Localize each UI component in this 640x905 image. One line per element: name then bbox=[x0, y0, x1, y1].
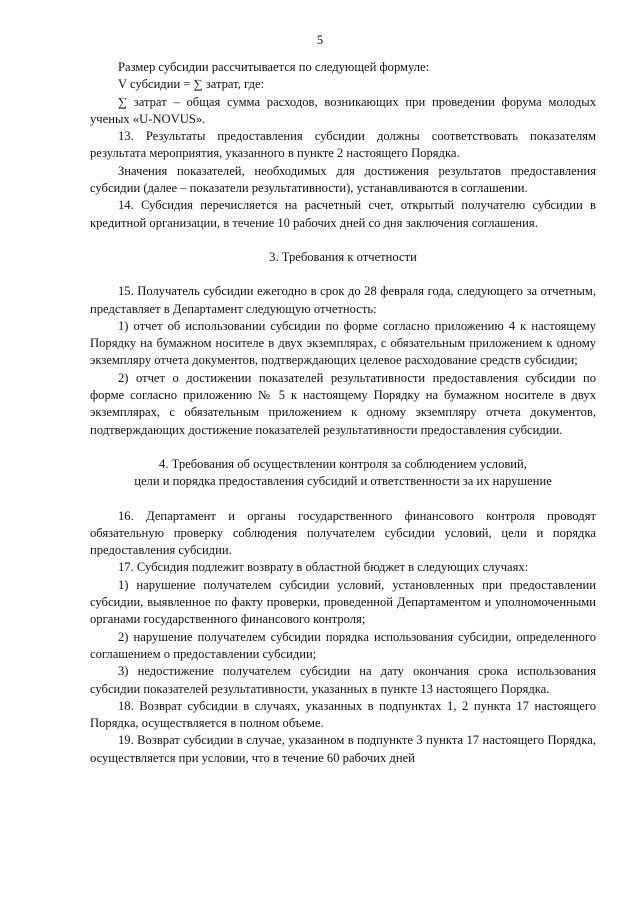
paragraph-17-item-1: 1) нарушение получателем субсидии условий, установленных при предоставлении субсидии, выявленное по факту проверки, проведенной Департаментом и уполномоченными органами государственного финансового контроля; bbox=[90, 577, 596, 627]
paragraph-13: 13. Результаты предоставления субсидии должны соответствовать показателям результата мероприятия, указанного в пункте 2 настоящего Порядка. bbox=[90, 129, 596, 161]
paragraph-17-item-2: 2) нарушение получателем субсидии порядка использования субсидии, определенного соглашением о предоставлении субсидии; bbox=[90, 629, 596, 661]
paragraph-14: 14. Субсидия перечисляется на расчетный счет, открытый получателю субсидии в кредитной организации, в течение 10 рабочих дней со дня заключения соглашения. bbox=[90, 198, 596, 230]
page-number: 5 bbox=[316, 33, 324, 47]
paragraph-16: 16. Департамент и органы государственного финансового контроля проводят обязательную проверку соблюдения получателем субсидии условий, цели и порядка предоставления субсидии. bbox=[90, 508, 596, 558]
paragraph-formula-definition: ∑ затрат – общая сумма расходов, возникающих при проведении форума молодых ученых «U-NOVUS». bbox=[90, 94, 596, 126]
paragraph-formula-intro: Размер субсидии рассчитывается по следующей формуле: bbox=[118, 60, 430, 74]
paragraph-15-item-2: 2) отчет о достижении показателей результативности предоставления субсидии по форме согласно приложению № 5 к настоящему Порядку на бумажном носителе в двух экземплярах, с обязательным приложением к одному экземпляру отчета документов, подтверждающих достижение показателей результативности предоставления субсидии. bbox=[90, 370, 596, 437]
paragraph-formula: V субсидии = ∑ затрат, где: bbox=[118, 77, 265, 92]
section-heading-4-line-2: цели и порядка предоставления субсидий и ответственности за их нарушение bbox=[134, 474, 552, 489]
section-heading-3: 3. Требования к отчетности bbox=[269, 249, 417, 264]
section-heading-4-line-1: 4. Требования об осуществлении контроля за соблюдением условий, bbox=[159, 456, 527, 471]
paragraph-18: 18. Возврат субсидии в случаях, указанных в подпунктах 1, 2 пункта 17 настоящего Порядка, осуществляется в полном объеме. bbox=[90, 698, 596, 731]
paragraph-15: 15. Получатель субсидии ежегодно в срок до 28 февраля года, следующего за отчетным, представляет в Департамент следующую отчетность: bbox=[90, 284, 596, 316]
paragraph-17: 17. Субсидия подлежит возврату в областной бюджет в следующих случаях: bbox=[118, 560, 529, 575]
paragraph-17-item-3: 3) недостижение получателем субсидии на дату окончания срока использования субсидии показателей результативности, указанных в пункте 13 настоящего Порядка. bbox=[90, 664, 596, 696]
paragraph-indicators: Значения показателей, необходимых для достижения результатов предоставления субсидии (далее – показатели результативности), устанавливаются в соглашении. bbox=[90, 163, 596, 196]
document-body bbox=[90, 59, 596, 767]
paragraph-15-item-1: 1) отчет об использовании субсидии по форме согласно приложению 4 к настоящему Порядку на бумажном носителе в двух экземплярах, с обязательным приложением к одному экземпляру отчета документов, подтверждающих целевое расходование средств субсидии; bbox=[90, 318, 596, 368]
paragraph-19: 19. Возврат субсидии в случае, указанном в подпункте 3 пункта 17 настоящего Порядка, осуществляется при условии, что в течение 60 рабочих дней bbox=[90, 733, 596, 765]
